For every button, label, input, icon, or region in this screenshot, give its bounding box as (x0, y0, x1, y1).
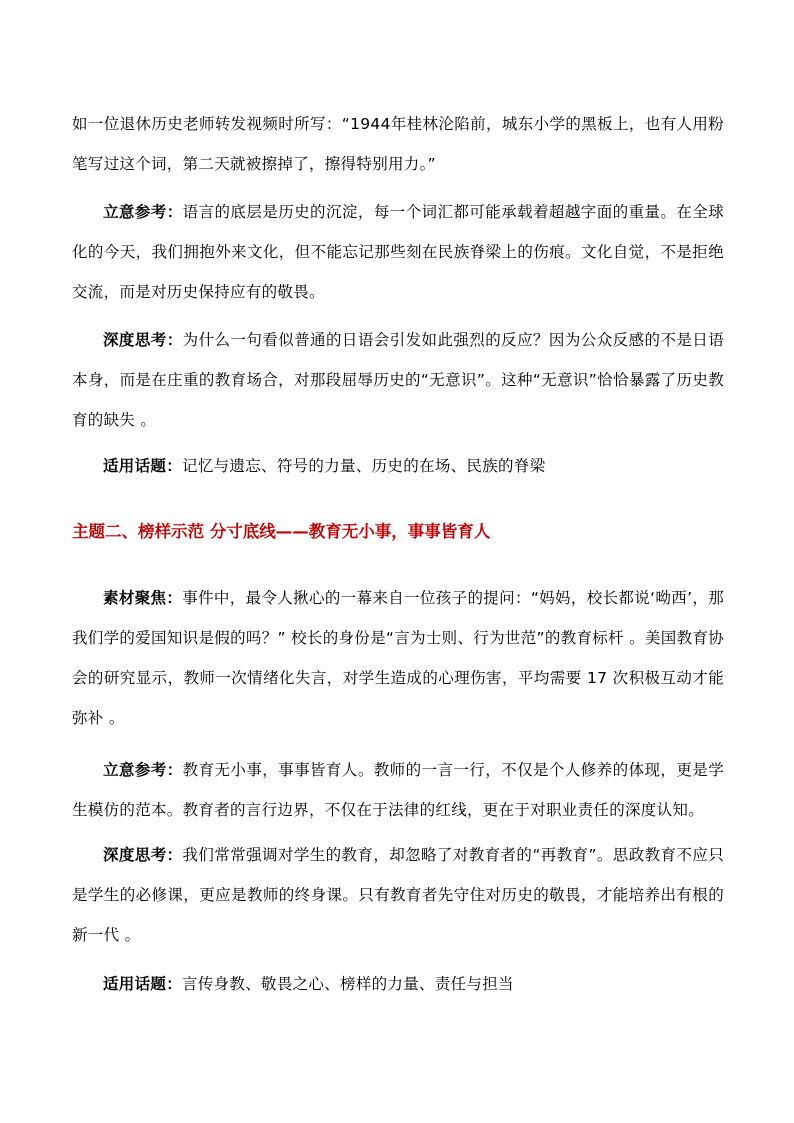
intent-paragraph-1 (72, 192, 724, 312)
intent-label: 立意参考： (103, 761, 183, 779)
topics-label: 适用话题： (103, 457, 183, 475)
topics-text: 记忆与遗忘、符号的力量、历史的在场、民族的脊梁 (182, 457, 546, 475)
continuation-text: 如一位退休历史老师转发视频时所写：“1944年桂林沦陷前，城东小学的黑板上，也有人用粉笔写过这个词，第二天就被擦掉了，擦得特别用力。” (72, 115, 724, 173)
material-label: 素材聚焦： (103, 589, 183, 607)
depth-text: 为什么一句看似普通的日语会引发如此强烈的反应？因为公众反感的不是日语本身，而是在庄重的教育场合，对那段屈辱历史的“无意识”。这种“无意识”恰恰暴露了历史教育的缺失 。 (72, 331, 724, 429)
topics-paragraph-1 (72, 446, 724, 486)
depth-label: 深度思考： (103, 331, 183, 349)
intent-text: 语言的底层是历史的沉淀，每一个词汇都可能承载着超越字面的重量。在全球化的今天，我们拥抱外来文化，但不能忘记那些刻在民族脊梁上的伤痕。文化自觉，不是拒绝交流，而是对历史保持应有的敬畏。 (72, 203, 724, 301)
intent-text: 教育无小事，事事皆育人。教师的一言一行，不仅是个人修养的体现，更是学生模仿的范本。教育者的言行边界，不仅在于法律的红线，更在于对职业责任的深度认知。 (72, 761, 724, 819)
intent-paragraph-2 (72, 750, 724, 830)
material-paragraph (72, 578, 724, 738)
topics-text: 言传身教、敬畏之心、榜样的力量、责任与担当 (182, 975, 514, 993)
intent-label: 立意参考： (103, 203, 183, 221)
depth-text: 我们常常强调对学生的教育，却忽略了对教育者的“再教育”。思政教育不应只是学生的必修课，更应是教师的终身课。只有教育者先守住对历史的敬畏，才能培养出有根的新一代 。 (72, 846, 724, 944)
topics-label: 适用话题： (103, 975, 183, 993)
section-heading: 主题二、榜样示范 分寸底线——教育无小事，事事皆育人 (72, 522, 491, 541)
material-text: 事件中，最令人揪心的一幕来自一位孩子的提问：“妈妈，校长都说‘呦西’，那我们学的爱国知识是假的吗？” 校长的身份是“言为士则、行为世范”的教育标杆 。美国教育协会的研究显示，教师一次情绪化失言，对学生造成的心理伤害，平均需要 17 次积极互动才能弥补 。 (72, 589, 724, 727)
topics-paragraph-2 (72, 964, 724, 1004)
depth-paragraph-2 (72, 835, 724, 955)
depth-paragraph-1 (72, 320, 724, 440)
continuation-paragraph (72, 104, 724, 184)
depth-label: 深度思考： (103, 846, 183, 864)
